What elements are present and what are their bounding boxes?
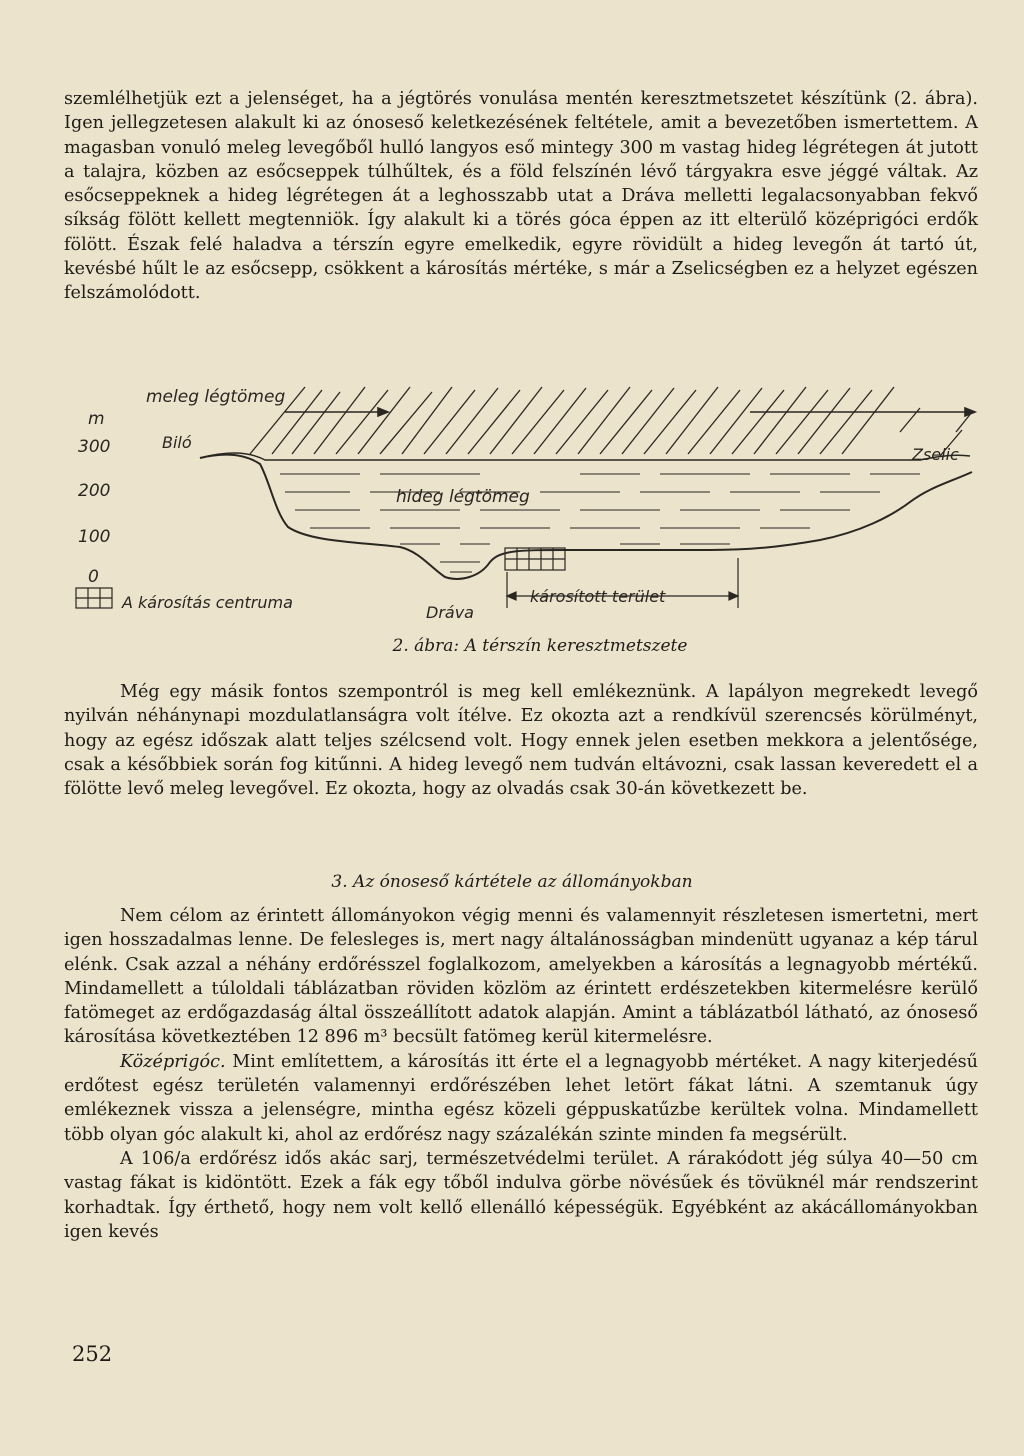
y-tick-200: 200 xyxy=(78,481,111,501)
paragraph-lead: Középrigóc. xyxy=(120,1051,226,1072)
ridge-label: Biló xyxy=(162,433,192,452)
intro-paragraph: szemlélhetjük ezt a jelenséget, ha a jégtörés vonulása mentén keresztmetszetet készítünk (2. ábra). Igen jellegzetesen alakult ki az ónoseső keletkezésének feltétele, amit a bevezetőben ismertettem. A magasban vonuló meleg levegőből hulló langyos eső mintegy 300 m vastag hideg légrétegen át jutott a talajra, közben az esőcseppek túlhűltek, és a föld felszínén lévő tárgyakra esve jéggé váltak. Az esőcseppeknek a hideg légrétegen át a leghosszabb utat a Dráva melletti legalacsonyabban fekvő síkság fölött kellett megtenniök. Így alakult ki a törés góca éppen az itt elterülő középrigóci erdők fölött. Észak felé haladva a térszín egyre emelkedik, egyre rövidült a hideg levegőn át tartó út, kevésbé hűlt le az esőcsepp, csökkent a károsítás mértéke, s már a Zselicségben ez a helyzet egészen felszámolódott. xyxy=(64,89,978,304)
section-paragraph-3: A 106/a erdőrész idős akác sarj, természetvédelmi terület. A rárakódott jég súlya 40—50 cm vastag fákat is kidöntött. Ezek a fák egy tőből indulva görbe növésűek és tövüknél már rendszerint korhadtak. Így érthető, hogy nem volt kellő ellenálló képességük. Egyébként az akácállományokban igen kevés xyxy=(64,1148,978,1242)
drava-label: Dráva xyxy=(426,603,474,622)
figure-caption: 2. ábra: A térszín keresztmetszete xyxy=(392,636,688,656)
paragraph-2-block xyxy=(64,680,978,801)
paragraph-2: Még egy másik fontos szempontról is meg kell emlékeznünk. A lapályon megrekedt levegő nyilván néhánynapi mozdulatlanságra volt ítélve. Ez okozta azt a rendkívül szerencsés körülményt, hogy az egész időszak alatt teljes szélcsend volt. Hogy ennek jelen esetben mekkora a jelentősége, csak a későbbiek során fog kitűnni. A hideg levegő nem tudván eltávozni, csak lassan keveredett el a fölötte levő meleg levegővel. Ez okozta, hogy az olvadás csak 30-án következett be. xyxy=(64,682,978,800)
y-axis-unit: m xyxy=(88,409,105,429)
terrain-profile xyxy=(200,455,972,579)
cold-air-dashes xyxy=(280,474,920,572)
paragraph-2-rest: Mint említettem, a károsítás itt érte el a legnagyobb mértéket. A nagy kiterjedésű erdőtest egész területén valamennyi erdőrészében lehet letört fákat látni. A szemtanuk úgy emlékeznek vissza a jelenségre, mintha egész közeli géppuskatűzbe kerültek volna. Mindamellett több olyan góc alakult ki, ahol az erdőrész nagy százalékán szinte minden fa megsérült. xyxy=(64,1051,978,1145)
section-paragraph-1: Nem célom az érintett állományokon végig menni és valamennyit részletesen ismertetni, mert igen hosszadalmas lenne. De felesleges is, mert nagy általánosságban mindenütt ugyanaz a kép tárul elénk. Csak azzal a néhány erdőrésszel foglalkozom, amelyekben a károsítás a legnagyobb mértékű. Mindamellett a túloldali táblázatban röviden közlöm az érintett erdészetekben kitermelésre kerülő fatömeget az erdőgazdaság által összeállított adatok alapján. Amint a táblázatból látható, az ónoseső károsítása következtében 12 896 m³ becsült fatömeg kerül kitermelésre. xyxy=(64,906,978,1048)
section-paragraph-2 xyxy=(64,1050,978,1147)
page-number: 252 xyxy=(72,1342,113,1366)
warm-air-label: meleg légtömeg xyxy=(146,387,286,407)
y-tick-100: 100 xyxy=(78,527,111,547)
warm-air-hatching xyxy=(250,387,972,456)
zselic-label: Zselic xyxy=(912,445,959,464)
damaged-area-label: károsított terület xyxy=(530,587,666,606)
air-mass-boundary xyxy=(200,453,970,460)
cold-air-label: hideg légtömeg xyxy=(396,487,530,507)
section-heading: 3. Az ónoseső kártétele az állományokban xyxy=(331,872,693,892)
intro-paragraph-block xyxy=(64,87,978,306)
damage-center-legend-label: A károsítás centruma xyxy=(122,593,293,612)
legend-grid-box xyxy=(76,588,112,608)
section-paragraphs xyxy=(64,904,978,1244)
cross-section-figure xyxy=(60,372,980,634)
y-tick-300: 300 xyxy=(78,437,111,457)
y-tick-0: 0 xyxy=(88,567,99,587)
